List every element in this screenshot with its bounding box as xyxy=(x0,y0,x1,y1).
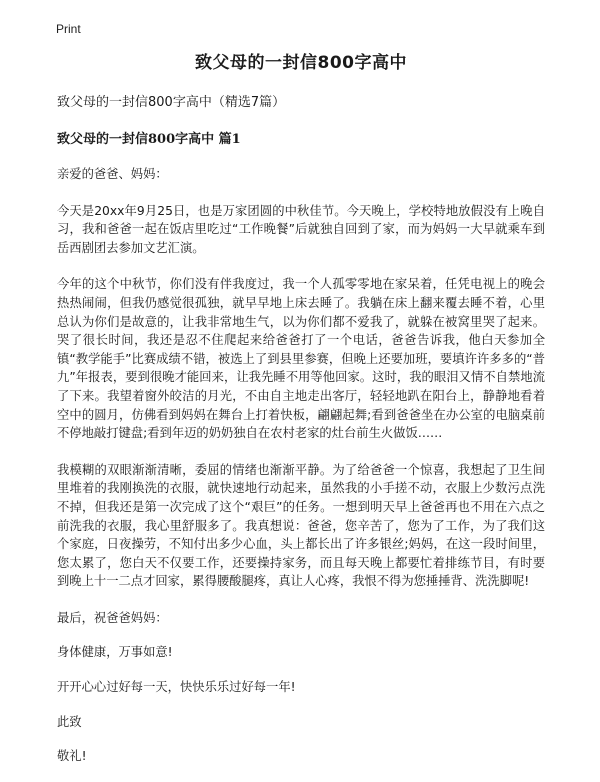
page-title: 致父母的一封信800字高中 xyxy=(195,53,407,73)
paragraph-1: 今天是20xx年9月25日，也是万家团圆的中秋佳节。今天晚上，学校特地放假没有上晚自习，我和爸爸一起在饭店里吃过“工作晚餐”后就独自回到了家，而为妈妈一大早就乘车到岳西剧团去参加文艺汇演。 xyxy=(57,203,545,255)
document-body xyxy=(57,48,545,782)
closing-respect: 敬礼! xyxy=(57,749,87,764)
article-heading: 致父母的一封信800字高中 篇1 xyxy=(57,132,241,147)
subtitle: 致父母的一封信800字高中（精选7篇） xyxy=(57,95,286,110)
blessing-1: 身体健康，万事如意! xyxy=(57,645,173,660)
closing-salutation: 此致 xyxy=(57,714,82,729)
paragraph-3: 我模糊的双眼渐渐清晰，委屈的情绪也渐渐平静。为了给爸爸一个惊喜，我想起了卫生间里堆着的我刚换洗的衣服，就快速地行动起来，虽然我的小手搓不动，衣服上少数污点洗不掉，但我还是第一次完成了这个“艰巨”的任务。一想到明天早上爸爸再也不用在六点之前洗我的衣服，我心里舒服多了。我真想说：爸爸，您辛苦了，您为了工作，为了我们这个家庭，日夜操劳，不知付出多少心血，头上都长出了许多银丝;妈妈，在这一段时间里，您太累了，您白天不仅要工作，还要操持家务，而且每天晚上都要忙着排练节目，有时要到晚上十一二点才回家，累得腰酸腿疼，真让人心疼，我恨不得为您捶捶背、洗洗脚呢! xyxy=(57,462,545,589)
print-link[interactable]: Print xyxy=(56,22,81,36)
blessing-2: 开开心心过好每一天，快快乐乐过好每一年! xyxy=(57,680,296,695)
closing-wish: 最后，祝爸爸妈妈： xyxy=(57,610,168,625)
paragraph-2: 今年的这个中秋节，你们没有伴我度过，我一个人孤零零地在家呆着，任凭电视上的晚会热热闹闹，但我仍感觉很孤独，就早早地上床去睡了。我躺在床上翻来覆去睡不着，心里总认为你们是故意的，让我非常地生气，以为你们都不爱我了，就躲在被窝里哭了起来。哭了很长时间，我还是忍不住爬起来给爸爸打了一个电话，爸爸告诉我，他白天参加全镇“教学能手”比赛成绩不错，被选上了到县里参赛，但晚上还要加班，要填许许多多的“普九”年报表，要到很晚才能回来，让我先睡不用等他回家。这时，我的眼泪又情不自禁地流了下来。我望着窗外皎洁的月光，不由自主地走出客厅，轻轻地趴在阳台上，静静地看着空中的圆月，仿佛看到妈妈在舞台上打着快板，翩翩起舞;看到爸爸坐在办公室的电脑桌前不停地敲打键盘;看到年迈的奶奶独自在农村老家的灶台前生火做饭…… xyxy=(57,277,545,441)
greeting: 亲爱的爸爸、妈妈： xyxy=(57,167,168,181)
